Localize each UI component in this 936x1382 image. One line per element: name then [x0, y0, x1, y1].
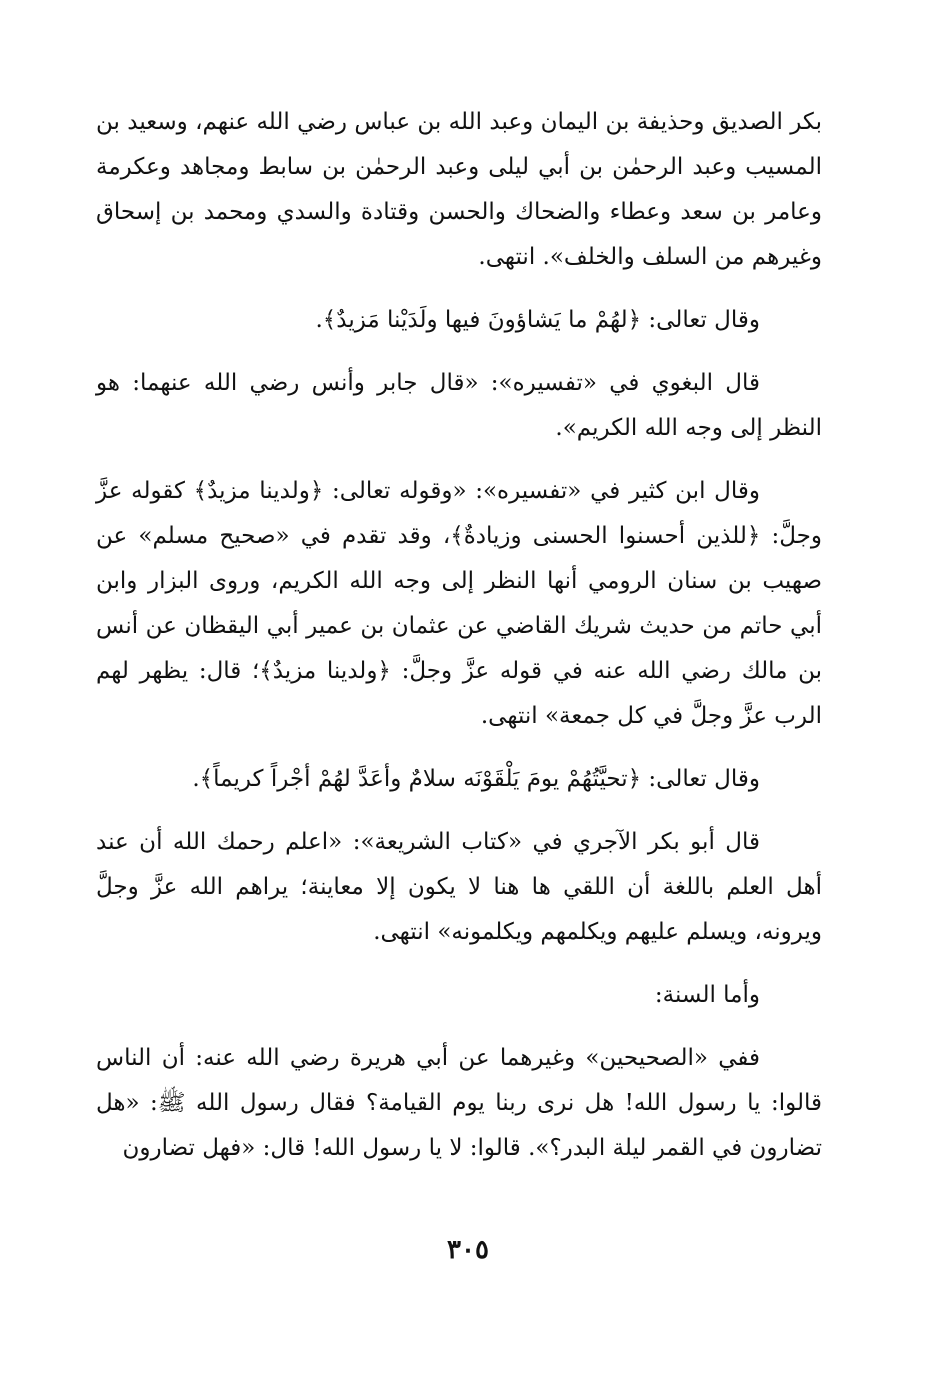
- paragraph-baghawi: قال البغوي في «تفسيره»: «قال جابر وأنس رضي الله عنهما: هو النظر إلى وجه الله الكريم».: [96, 370, 822, 441]
- quran-verse-1: وقال تعالى: ﴿لهُمْ ما يَشاؤونَ فيها ولَدَيْنا مَزيدٌ﴾.: [315, 307, 760, 333]
- page-body: [96, 100, 822, 1171]
- quran-verse-2: وقال تعالى: ﴿تحيَّتُهُمْ يومَ يَلْقَوْنَه سلامٌ وأعَدَّ لهُمْ أجْراً كريماً﴾.: [192, 766, 760, 792]
- section-heading-sunnah: وأما السنة:: [654, 982, 760, 1008]
- paragraph-sahihain: ففي «الصحيحين» وغيرهما عن أبي هريرة رضي الله عنه: أن الناس قالوا: يا رسول الله! هل نرى ربنا يوم القيامة؟ فقال رسول الله ﷺ: «هل تضارون في القمر ليلة البدر؟». قالوا: لا يا رسول الله! قال: «فهل تضارون: [96, 1045, 822, 1161]
- paragraph-ajurri: قال أبو بكر الآجري في «كتاب الشريعة»: «اعلم رحمك الله أن عند أهل العلم باللغة أن اللقي ها هنا لا يكون إلا معاينة؛ يراهم الله عزَّ وجلَّ ويرونه، ويسلم عليهم ويكلمهم ويكلمونه» انتهى.: [96, 829, 822, 945]
- paragraph-1: بكر الصديق وحذيفة بن اليمان وعبد الله بن عباس رضي الله عنهم، وسعيد بن المسيب وعبد الرحمٰن بن أبي ليلى وعبد الرحمٰن بن سابط ومجاهد وعكرمة وعامر بن سعد وعطاء والضحاك والحسن وقتادة والسدي ومحمد بن إسحاق وغيرهم من السلف والخلف». انتهى.: [96, 109, 822, 270]
- page-number: ٣٠٥: [447, 1235, 489, 1265]
- paragraph-ibn-kathir: وقال ابن كثير في «تفسيره»: «وقوله تعالى: ﴿ولدينا مزيدٌ﴾ كقوله عزَّ وجلَّ: ﴿للذين أحسنوا الحسنى وزيادةٌ﴾، وقد تقدم في «صحيح مسلم» عن صهيب بن سنان الرومي أنها النظر إلى وجه الله الكريم، وروى البزار وابن أبي حاتم من حديث شريك القاضي عن عثمان بن عمير أبي اليقظان عن أنس بن مالك رضي الله عنه في قوله عزَّ وجلَّ: ﴿ولدينا مزيدٌ﴾؛ قال: يظهر لهم الرب عزَّ وجلَّ في كل جمعة» انتهى.: [96, 478, 822, 729]
